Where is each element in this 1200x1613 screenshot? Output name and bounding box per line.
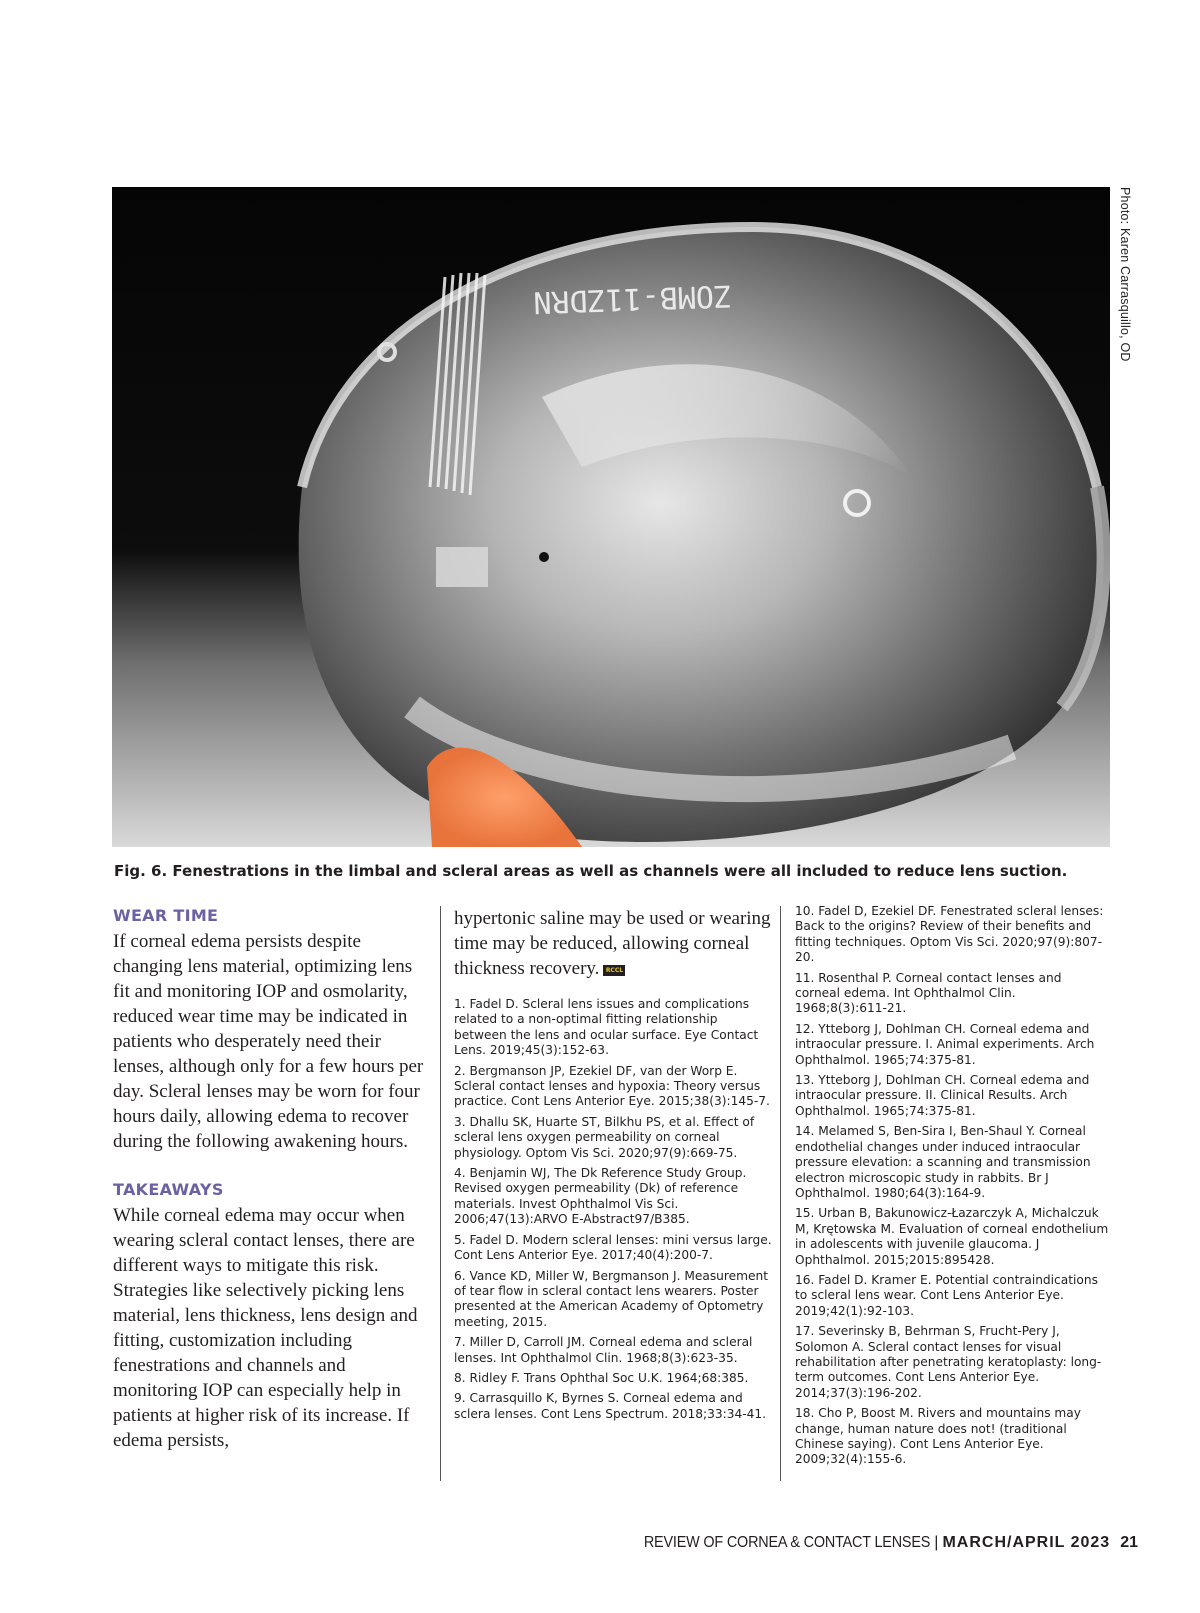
reference-item: 2. Bergmanson JP, Ezekiel DF, van der Worp E. Scleral contact lenses and hypoxia: Theory versus practice. Cont Lens Anterior Eye. 2015;38(3):145-7. <box>454 1063 770 1109</box>
section-heading-wear-time: WEAR TIME <box>113 906 219 925</box>
page-footer <box>612 1534 1138 1552</box>
reference-item: 13. Ytteborg J, Dohlman CH. Corneal edema and intraocular pressure. II. Clinical Results. Arch Ophthalmol. 1965;74:375-81. <box>795 1073 1090 1118</box>
references-list-1 <box>454 997 772 1422</box>
references-list-2 <box>795 904 1110 1473</box>
reference-item: 6. Vance KD, Miller W, Bergmanson J. Measurement of tear flow in scleral contact lens wearers. Poster presented at the American Academy of Optometry meeting, 2015. <box>454 1268 769 1329</box>
reference-item: 11. Rosenthal P. Corneal contact lenses and corneal edema. Int Ophthalmol Clin. 1968;8(3):611-21. <box>795 970 1062 1016</box>
article-column-1 <box>113 906 431 1453</box>
column-divider <box>780 906 781 1481</box>
publication-name: REVIEW OF CORNEA & CONTACT LENSES <box>643 1534 931 1551</box>
reference-item: 8. Ridley F. Trans Ophthal Soc U.K. 1964;68:385. <box>454 1370 749 1385</box>
reference-item: 16. Fadel D. Kramer E. Potential contraindications to scleral lens wear. Cont Lens Anterior Eye. 2019;42(1):92-103. <box>795 1272 1098 1318</box>
reference-item: 10. Fadel D, Ezekiel DF. Fenestrated scleral lenses: Back to the origins? Review of their benefits and fitting techniques. Optom Vis Sci. 2020;97(9):807-20. <box>795 904 1104 965</box>
lens-engraving: ZOMB-11ZDRN <box>532 277 733 320</box>
end-of-article-icon: RCCL <box>603 965 625 976</box>
reference-item: 5. Fadel D. Modern scleral lenses: mini versus large. Cont Lens Anterior Eye. 2017;40(4):200-7. <box>454 1232 772 1263</box>
takeaways-continued-text: hypertonic saline may be used or wearing time may be reduced, allowing corneal thickness recovery. <box>454 908 771 979</box>
lens-photo <box>112 187 1110 847</box>
reference-item: 9. Carrasquillo K, Byrnes S. Corneal edema and sclera lenses. Cont Lens Spectrum. 2018;33:34-41. <box>454 1391 767 1421</box>
issue-date: MARCH/APRIL 2023 <box>942 1534 1111 1551</box>
takeaways-paragraph: While corneal edema may occur when wearing scleral contact lenses, there are different ways to mitigate this risk. Strategies like selectively picking lens material, lens thickness, lens design and fitting, customization including fenestrations and channels and monitoring IOP can especially help in patients at higher risk of its increase. If edema persists, <box>113 1205 418 1451</box>
reference-item: 4. Benjamin WJ, The Dk Reference Study Group. Revised oxygen permeability (Dk) of reference materials. Invest Ophthalmol Vis Sci. 2006;47(13):ARVO E-Abstract97/B385. <box>454 1166 747 1227</box>
section-heading-takeaways: TAKEAWAYS <box>113 1180 224 1199</box>
reference-item: 3. Dhallu SK, Huarte ST, Bilkhu PS, et al. Effect of scleral lens oxygen permeability on corneal physiology. Optom Vis Sci. 2020;97(9):669-75. <box>454 1114 755 1160</box>
lens-illustration <box>112 187 1110 847</box>
footer-separator: | <box>934 1534 939 1551</box>
wear-time-paragraph: If corneal edema persists despite changing lens material, optimizing lens fit and monitoring IOP and osmolarity, reduced wear time may be indicated in patients who desperately need their lenses, although only for a few hours per day. Scleral lenses may be worn for four hours daily, allowing edema to recover during the following awakening hours. <box>113 931 424 1152</box>
photo-credit: Photo: Karen Carrasquillo, OD <box>1118 187 1132 362</box>
reference-item: 18. Cho P, Boost M. Rivers and mountains may change, human nature does not! (traditional Chinese saying). Cont Lens Anterior Eye. 2009;32(4):155-6. <box>795 1406 1081 1467</box>
column-divider <box>440 906 441 1481</box>
takeaways-continued <box>454 906 772 981</box>
figure-caption: Fig. 6. Fenestrations in the limbal and scleral areas as well as channels were all included to reduce lens suction. <box>114 862 1068 880</box>
reference-item: 17. Severinsky B, Behrman S, Frucht-Pery J, Solomon A. Scleral contact lenses for visual rehabilitation after penetrating keratoplasty: long-term outcomes. Cont Lens Anterior Eye. 2014;37(3):196-202. <box>795 1324 1102 1400</box>
page-number: 21 <box>1120 1534 1138 1551</box>
reference-item: 1. Fadel D. Scleral lens issues and complications related to a non-optimal fitting relationship between the lens and ocular surface. Eye Contact Lens. 2019;45(3):152-63. <box>454 997 759 1058</box>
reference-item: 14. Melamed S, Ben-Sira I, Ben-Shaul Y. Corneal endothelial changes under induced intraocular pressure elevation: a scanning and transmission electron microscopic study in rabbits. Br J Ophthalmol. 1980;64(3):164-9. <box>795 1124 1091 1200</box>
reference-item: 15. Urban B, Bakunowicz-Łazarczyk A, Michalczuk M, Krętowska M. Evaluation of corneal endothelium in adolescents with juvenile glaucoma. J Ophthalmol. 2015;2015:895428. <box>795 1206 1109 1267</box>
reference-item: 7. Miller D, Carroll JM. Corneal edema and scleral lenses. Int Ophthalmol Clin. 1968;8(3):623-35. <box>454 1335 753 1365</box>
reference-item: 12. Ytteborg J, Dohlman CH. Corneal edema and intraocular pressure. I. Animal experiments. Arch Ophthalmol. 1965;74:375-81. <box>795 1021 1095 1067</box>
article-column-2 <box>454 906 772 1427</box>
